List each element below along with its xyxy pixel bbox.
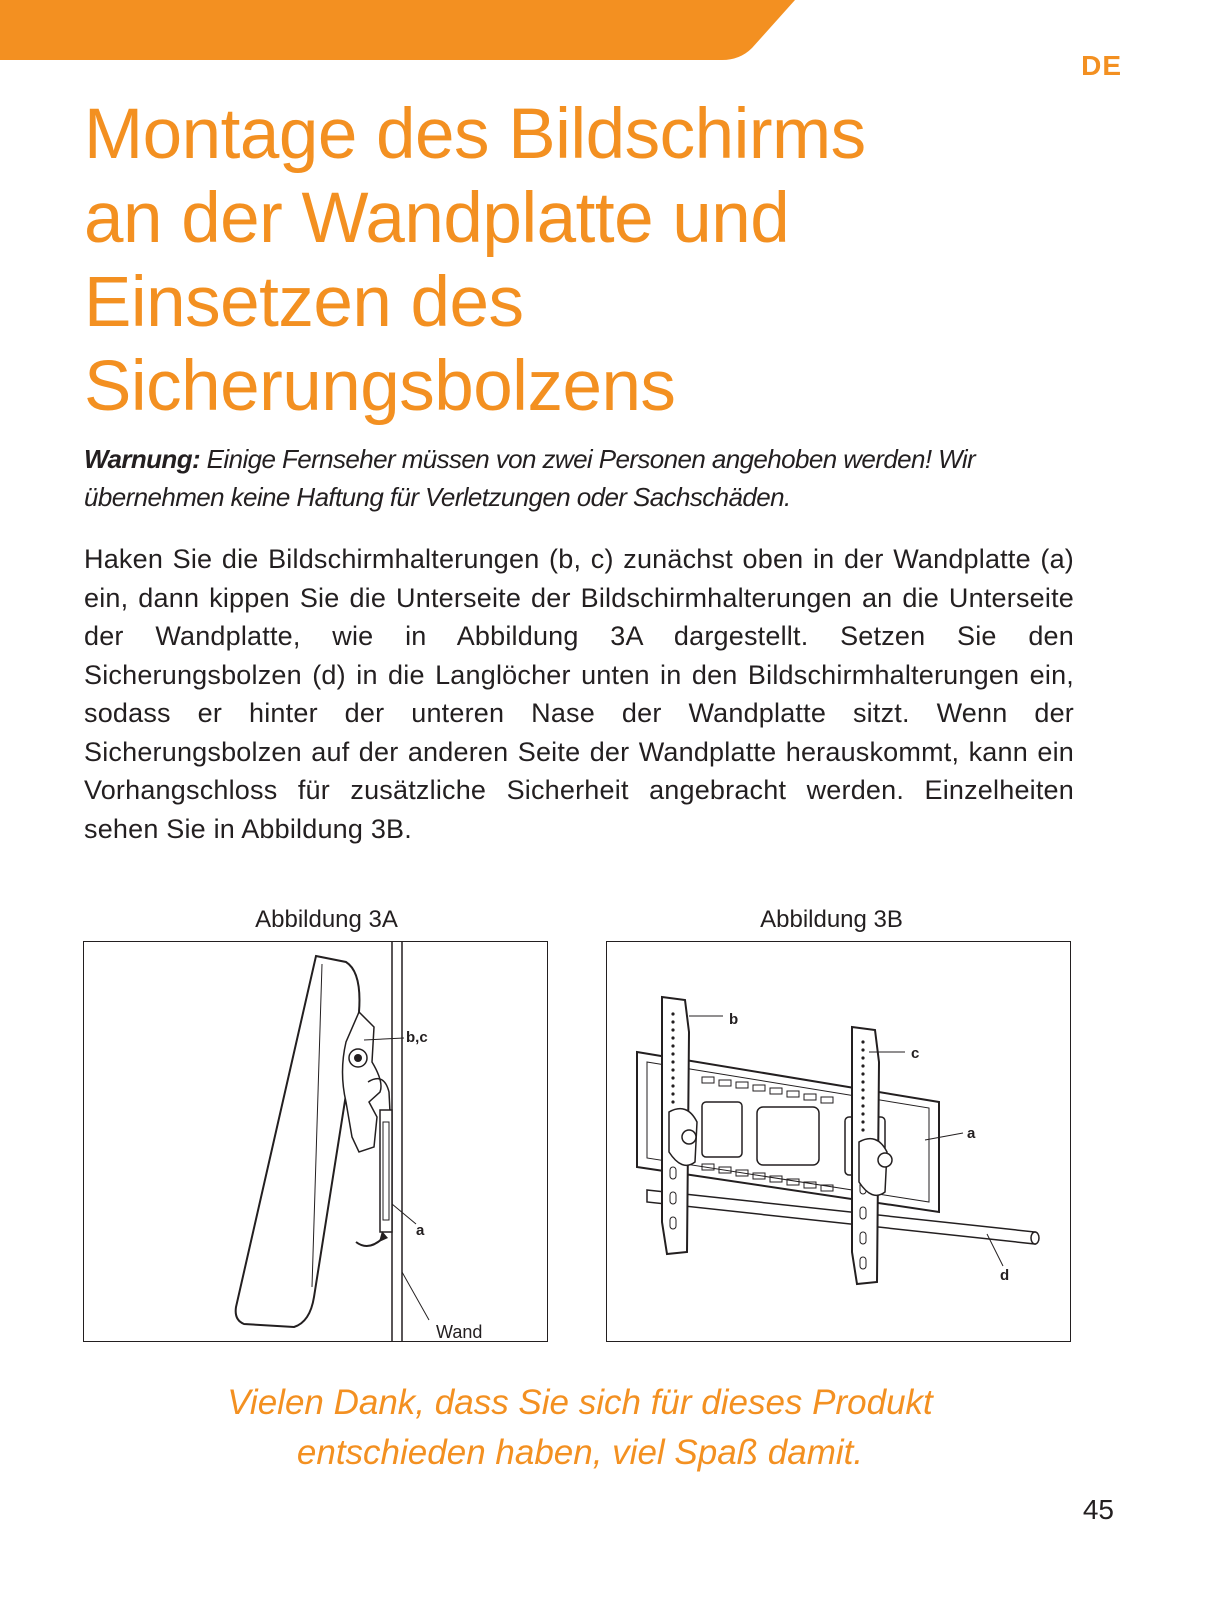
bracket-b-knob <box>682 1130 696 1144</box>
title-line: Montage des Bildschirms <box>84 95 866 174</box>
warning-note <box>84 440 1084 516</box>
figure-3a-illustration <box>84 942 548 1342</box>
wall-plate-cutout <box>702 1102 742 1157</box>
label-a: a <box>416 1222 425 1239</box>
warning-text: Einige Fernseher müssen von zwei Personen angehoben werden! Wir übernehmen keine Haftung für Verletzungen oder Sachschäden. <box>84 444 976 512</box>
leader-line <box>392 1204 416 1224</box>
label-bc: b,c <box>406 1029 428 1046</box>
wall-plate <box>380 1110 392 1232</box>
language-tag: DE <box>1081 50 1122 81</box>
thank-you-message <box>0 1378 1160 1478</box>
figure-3a <box>83 941 548 1342</box>
header-accent-bar <box>0 0 820 62</box>
instruction-paragraph: Haken Sie die Bildschirmhalterungen (b, c) zunächst oben in der Wandplatte (a) ein, dann kippen Sie die Unterseite der Bildschirmhalterungen an die Unterseite der Wandplatte, wie in Abbildung 3A dargestellt. Setzen Sie den Sicherungsbolzen (d) in die Langlöcher unten in den Bildschirmhalterungen ein, sodass er hinter der unteren Nase der Wandplatte sitzt. Wenn der Sicherungsbolzen auf der anderen Seite der Wandplatte herauskommt, kann ein Vorhangschloss für zusätzliche Sicherheit angebracht werden. Einzelheiten sehen Sie in Abbildung 3B. <box>84 544 1074 844</box>
leader-line <box>402 1272 429 1320</box>
figure-3b-illustration <box>607 942 1071 1342</box>
bracket-knob-center <box>354 1054 362 1062</box>
wall-plate-cutout <box>757 1107 819 1165</box>
figure-3a-caption: Abbildung 3A <box>255 906 398 933</box>
bolt-end <box>1031 1232 1039 1244</box>
label-wall: Wand <box>436 1322 483 1342</box>
label-a: a <box>967 1125 976 1142</box>
thanks-line: Vielen Dank, dass Sie sich für dieses Produkt <box>227 1383 933 1422</box>
title-line: Sicherungsbolzens <box>84 347 676 426</box>
thanks-line: entschieden haben, viel Spaß damit. <box>296 1433 864 1472</box>
label-c: c <box>911 1045 920 1062</box>
bracket-c-knob <box>878 1153 892 1167</box>
label-d: d <box>1000 1267 1010 1284</box>
warning-label: Warnung: <box>84 444 201 474</box>
tv-body <box>236 956 360 1327</box>
title-line: an der Wandplatte und <box>84 179 790 258</box>
label-b: b <box>729 1011 739 1028</box>
title-line: Einsetzen des <box>84 263 524 342</box>
page-title <box>84 93 1064 429</box>
figure-3b-caption: Abbildung 3B <box>760 906 903 933</box>
page-number: 45 <box>1082 1494 1114 1525</box>
figure-3b <box>606 941 1071 1342</box>
